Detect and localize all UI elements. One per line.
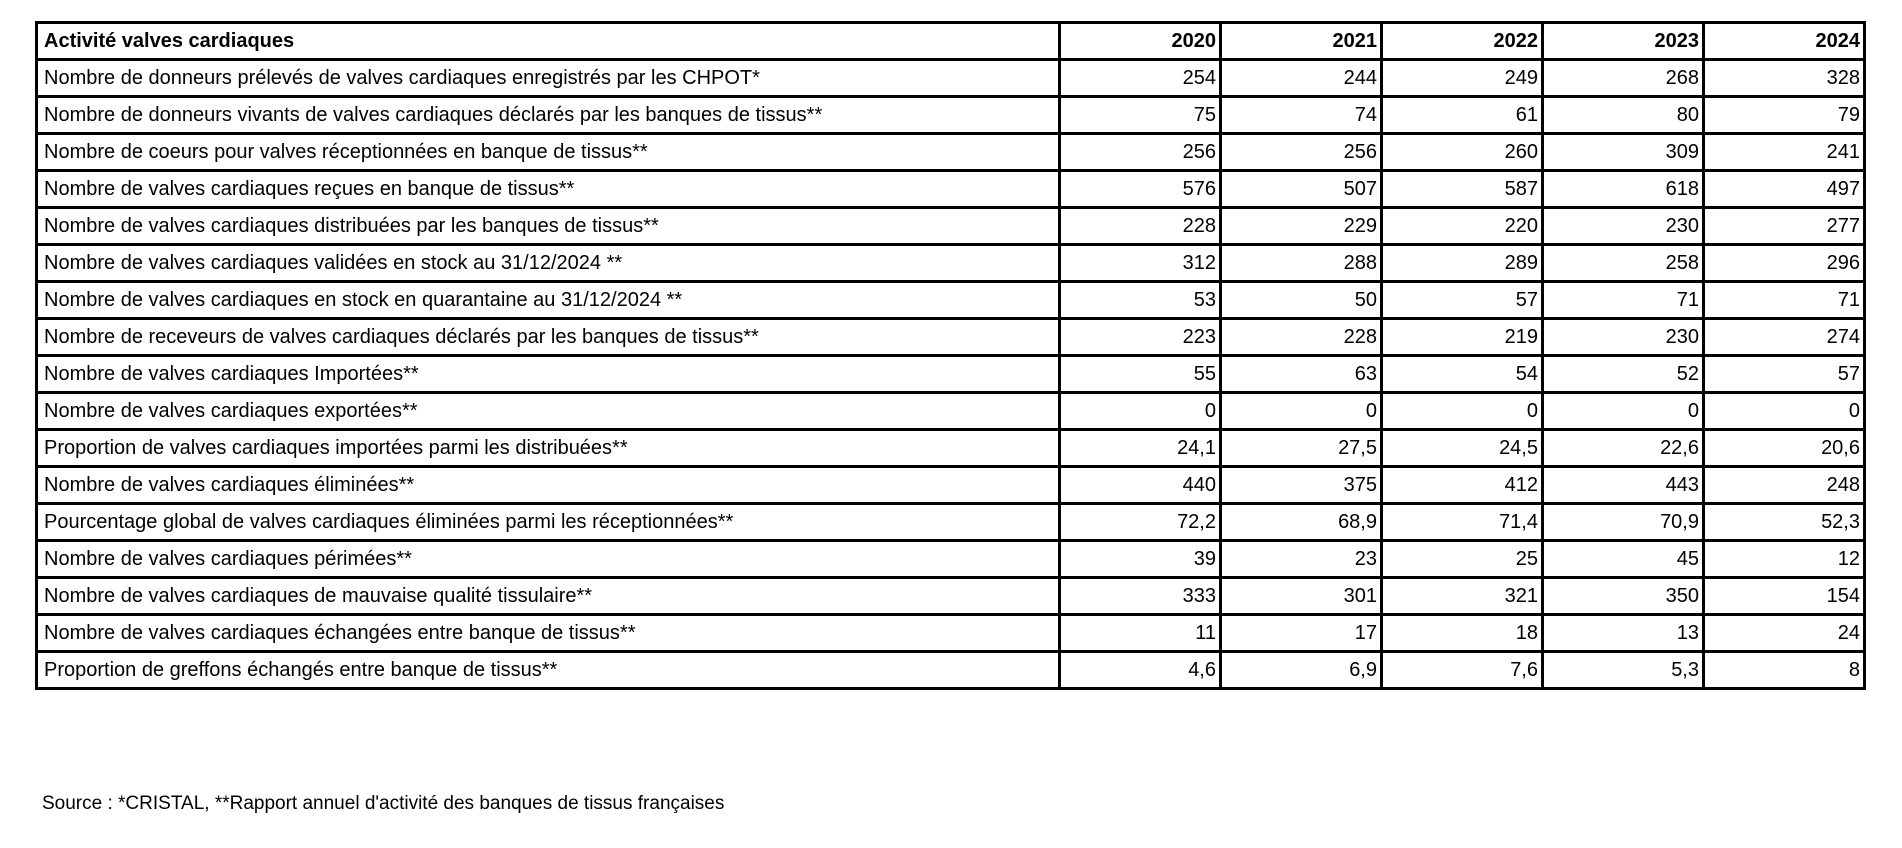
table-row <box>37 97 1865 134</box>
value-cell-2023: 80 <box>1543 97 1704 134</box>
value-cell-2020: 228 <box>1060 208 1221 245</box>
table-row <box>37 208 1865 245</box>
value-cell-2023: 618 <box>1543 171 1704 208</box>
value-cell-2022: 249 <box>1382 60 1543 97</box>
value-cell-2020: 254 <box>1060 60 1221 97</box>
value-cell-2024: 497 <box>1704 171 1865 208</box>
value-cell-2021: 68,9 <box>1221 504 1382 541</box>
value-cell-2023: 45 <box>1543 541 1704 578</box>
value-cell-2023: 22,6 <box>1543 430 1704 467</box>
value-cell-2020: 312 <box>1060 245 1221 282</box>
row-label-cell: Nombre de donneurs prélevés de valves cardiaques enregistrés par les CHPOT* <box>37 60 1060 97</box>
value-cell-2024: 24 <box>1704 615 1865 652</box>
value-cell-2023: 258 <box>1543 245 1704 282</box>
row-label-cell: Nombre de valves cardiaques validées en stock au 31/12/2024 ** <box>37 245 1060 282</box>
value-cell-2022: 587 <box>1382 171 1543 208</box>
value-cell-2020: 440 <box>1060 467 1221 504</box>
row-label-cell: Nombre de valves cardiaques reçues en banque de tissus** <box>37 171 1060 208</box>
table-body <box>37 60 1865 689</box>
table-row <box>37 171 1865 208</box>
value-cell-2020: 55 <box>1060 356 1221 393</box>
value-cell-2022: 219 <box>1382 319 1543 356</box>
row-label-cell: Nombre de valves cardiaques en stock en quarantaine au 31/12/2024 ** <box>37 282 1060 319</box>
source-note: Source : *CRISTAL, **Rapport annuel d'activité des banques de tissus françaises <box>42 793 725 814</box>
value-cell-2023: 443 <box>1543 467 1704 504</box>
value-cell-2024: 277 <box>1704 208 1865 245</box>
row-label-cell: Proportion de greffons échangés entre banque de tissus** <box>37 652 1060 689</box>
value-cell-2024: 241 <box>1704 134 1865 171</box>
value-cell-2022: 57 <box>1382 282 1543 319</box>
table-title-cell: Activité valves cardiaques <box>37 23 1060 60</box>
table-row <box>37 356 1865 393</box>
value-cell-2022: 0 <box>1382 393 1543 430</box>
value-cell-2021: 288 <box>1221 245 1382 282</box>
year-header-2023: 2023 <box>1543 23 1704 60</box>
table-header-row <box>37 23 1865 60</box>
value-cell-2022: 220 <box>1382 208 1543 245</box>
table-row <box>37 615 1865 652</box>
value-cell-2022: 321 <box>1382 578 1543 615</box>
value-cell-2022: 24,5 <box>1382 430 1543 467</box>
table-row <box>37 541 1865 578</box>
value-cell-2022: 7,6 <box>1382 652 1543 689</box>
value-cell-2021: 0 <box>1221 393 1382 430</box>
value-cell-2022: 260 <box>1382 134 1543 171</box>
value-cell-2024: 154 <box>1704 578 1865 615</box>
value-cell-2023: 52 <box>1543 356 1704 393</box>
value-cell-2021: 507 <box>1221 171 1382 208</box>
value-cell-2022: 54 <box>1382 356 1543 393</box>
row-label-cell: Nombre de valves cardiaques de mauvaise qualité tissulaire** <box>37 578 1060 615</box>
value-cell-2023: 5,3 <box>1543 652 1704 689</box>
value-cell-2022: 18 <box>1382 615 1543 652</box>
value-cell-2021: 228 <box>1221 319 1382 356</box>
table-row <box>37 319 1865 356</box>
value-cell-2021: 375 <box>1221 467 1382 504</box>
value-cell-2021: 229 <box>1221 208 1382 245</box>
row-label-cell: Nombre de receveurs de valves cardiaques déclarés par les banques de tissus** <box>37 319 1060 356</box>
row-label-cell: Nombre de valves cardiaques éliminées** <box>37 467 1060 504</box>
row-label-cell: Nombre de donneurs vivants de valves cardiaques déclarés par les banques de tissus** <box>37 97 1060 134</box>
value-cell-2023: 309 <box>1543 134 1704 171</box>
year-header-2022: 2022 <box>1382 23 1543 60</box>
value-cell-2024: 328 <box>1704 60 1865 97</box>
year-header-2021: 2021 <box>1221 23 1382 60</box>
value-cell-2021: 17 <box>1221 615 1382 652</box>
value-cell-2023: 230 <box>1543 208 1704 245</box>
row-label-cell: Nombre de valves cardiaques Importées** <box>37 356 1060 393</box>
value-cell-2020: 0 <box>1060 393 1221 430</box>
value-cell-2022: 61 <box>1382 97 1543 134</box>
row-label-cell: Nombre de valves cardiaques périmées** <box>37 541 1060 578</box>
value-cell-2020: 333 <box>1060 578 1221 615</box>
value-cell-2020: 4,6 <box>1060 652 1221 689</box>
value-cell-2024: 248 <box>1704 467 1865 504</box>
value-cell-2021: 256 <box>1221 134 1382 171</box>
value-cell-2020: 39 <box>1060 541 1221 578</box>
table-row <box>37 504 1865 541</box>
table-row <box>37 60 1865 97</box>
value-cell-2021: 74 <box>1221 97 1382 134</box>
value-cell-2021: 301 <box>1221 578 1382 615</box>
value-cell-2020: 256 <box>1060 134 1221 171</box>
value-cell-2021: 27,5 <box>1221 430 1382 467</box>
table-row <box>37 282 1865 319</box>
table-row <box>37 134 1865 171</box>
heart-valve-activity-table <box>35 21 1866 690</box>
value-cell-2024: 57 <box>1704 356 1865 393</box>
value-cell-2020: 24,1 <box>1060 430 1221 467</box>
value-cell-2024: 52,3 <box>1704 504 1865 541</box>
value-cell-2024: 79 <box>1704 97 1865 134</box>
activity-table-container <box>35 21 1866 690</box>
value-cell-2020: 75 <box>1060 97 1221 134</box>
value-cell-2024: 20,6 <box>1704 430 1865 467</box>
value-cell-2023: 0 <box>1543 393 1704 430</box>
value-cell-2023: 230 <box>1543 319 1704 356</box>
table-row <box>37 467 1865 504</box>
row-label-cell: Nombre de valves cardiaques distribuées par les banques de tissus** <box>37 208 1060 245</box>
value-cell-2023: 350 <box>1543 578 1704 615</box>
value-cell-2024: 71 <box>1704 282 1865 319</box>
table-row <box>37 652 1865 689</box>
year-header-2024: 2024 <box>1704 23 1865 60</box>
row-label-cell: Nombre de valves cardiaques exportées** <box>37 393 1060 430</box>
value-cell-2020: 576 <box>1060 171 1221 208</box>
value-cell-2020: 11 <box>1060 615 1221 652</box>
value-cell-2020: 72,2 <box>1060 504 1221 541</box>
table-row <box>37 393 1865 430</box>
value-cell-2024: 8 <box>1704 652 1865 689</box>
value-cell-2021: 50 <box>1221 282 1382 319</box>
row-label-cell: Nombre de valves cardiaques échangées entre banque de tissus** <box>37 615 1060 652</box>
value-cell-2023: 13 <box>1543 615 1704 652</box>
value-cell-2024: 12 <box>1704 541 1865 578</box>
value-cell-2023: 70,9 <box>1543 504 1704 541</box>
value-cell-2024: 274 <box>1704 319 1865 356</box>
value-cell-2024: 0 <box>1704 393 1865 430</box>
value-cell-2021: 63 <box>1221 356 1382 393</box>
row-label-cell: Proportion de valves cardiaques importées parmi les distribuées** <box>37 430 1060 467</box>
value-cell-2022: 25 <box>1382 541 1543 578</box>
value-cell-2020: 53 <box>1060 282 1221 319</box>
value-cell-2022: 289 <box>1382 245 1543 282</box>
value-cell-2024: 296 <box>1704 245 1865 282</box>
value-cell-2022: 71,4 <box>1382 504 1543 541</box>
value-cell-2023: 268 <box>1543 60 1704 97</box>
table-row <box>37 578 1865 615</box>
table-row <box>37 245 1865 282</box>
value-cell-2023: 71 <box>1543 282 1704 319</box>
row-label-cell: Nombre de coeurs pour valves réceptionnées en banque de tissus** <box>37 134 1060 171</box>
value-cell-2020: 223 <box>1060 319 1221 356</box>
year-header-2020: 2020 <box>1060 23 1221 60</box>
table-row <box>37 430 1865 467</box>
value-cell-2021: 244 <box>1221 60 1382 97</box>
value-cell-2022: 412 <box>1382 467 1543 504</box>
value-cell-2021: 23 <box>1221 541 1382 578</box>
value-cell-2021: 6,9 <box>1221 652 1382 689</box>
row-label-cell: Pourcentage global de valves cardiaques éliminées parmi les réceptionnées** <box>37 504 1060 541</box>
